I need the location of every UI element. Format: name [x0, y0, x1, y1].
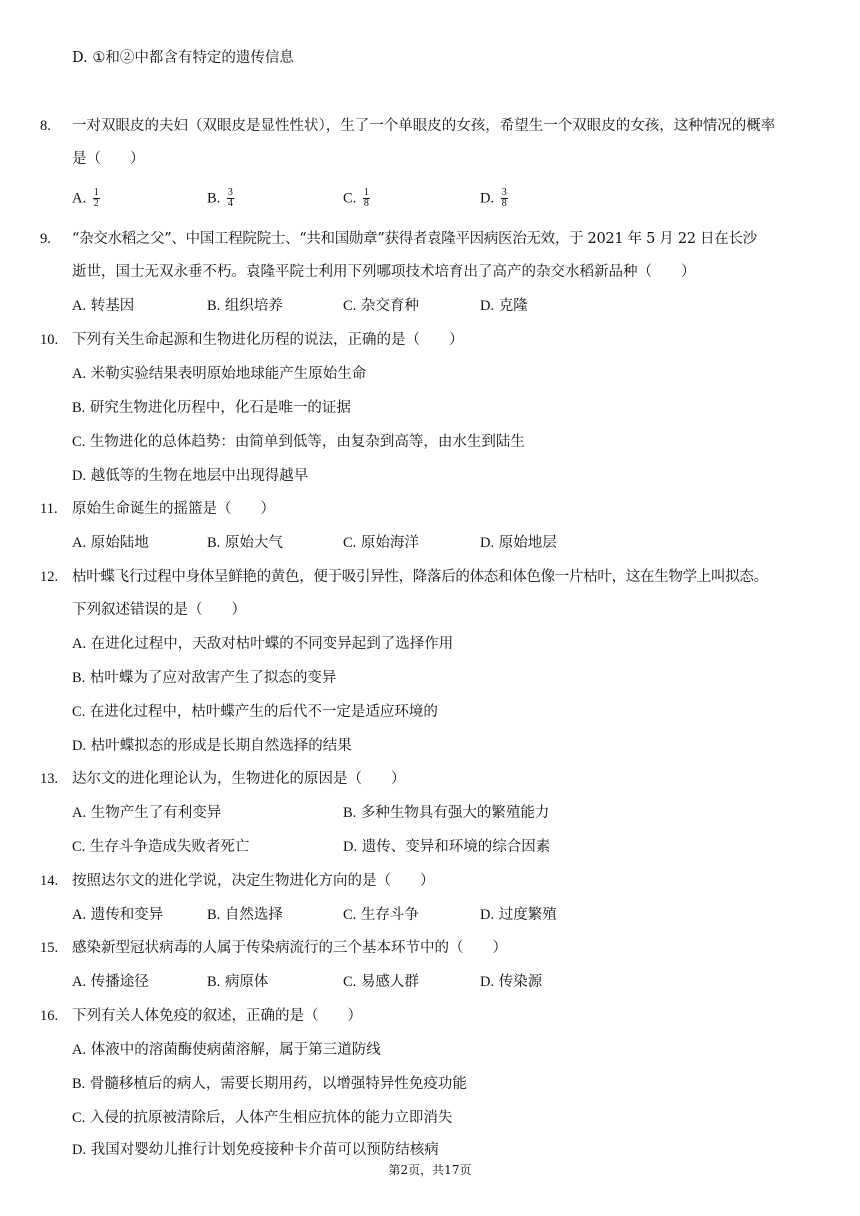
q11-option-b: B. 原始大气	[207, 535, 283, 551]
q11-option-a: A. 原始陆地	[72, 535, 149, 551]
fraction: $\frac{3}{8}$	[501, 187, 507, 209]
q8-option-d: D. $\frac{3}{8}$	[480, 187, 507, 209]
q11-stem: 原始生命诞生的摇篮是（ ）	[72, 501, 275, 517]
q8-stem-line-1: 一对双眼皮的夫妇（双眼皮是显性性状），生了一个单眼皮的女孩，希望生一个双眼皮的女孩，这种情况的概率	[72, 118, 776, 134]
q9-option-b: B. 组织培养	[207, 298, 283, 314]
q13-option-c: C. 生存斗争造成失败者死亡	[72, 839, 250, 855]
q9-option-d: D. 克隆	[480, 298, 528, 314]
q8-stem-line-2: 是（ ）	[72, 151, 145, 167]
q10-option-b: B. 研究生物进化历程中，化石是唯一的证据	[72, 400, 351, 416]
q12-option-c: C. 在进化过程中，枯叶蝶产生的后代不一定是适应环境的	[72, 704, 438, 720]
q14-number: 14.	[40, 873, 59, 889]
q14-option-a: A. 遗传和变异	[72, 907, 164, 923]
q8-option-b: B. $\frac{3}{4}$	[207, 187, 233, 209]
q15-option-c: C. 易感人群	[343, 974, 419, 990]
q9-option-a: A. 转基因	[72, 298, 135, 314]
q14-stem: 按照达尔文的进化学说，决定生物进化方向的是（ ）	[72, 873, 435, 889]
q12-option-a: A. 在进化过程中，天敌对枯叶蝶的不同变异起到了选择作用	[72, 636, 454, 652]
q10-option-a: A. 米勒实验结果表明原始地球能产生原始生命	[72, 366, 367, 382]
q16-number: 16.	[40, 1008, 59, 1024]
q9-stem-line-2: 逝世，国士无双永垂不朽。袁隆平院士利用下列哪项技术培育出了高产的杂交水稻新品种（ ）	[72, 264, 696, 280]
q11-option-c: C. 原始海洋	[343, 535, 419, 551]
q11-option-d: D. 原始地层	[480, 535, 557, 551]
q13-option-a: A. 生物产生了有利变异	[72, 805, 222, 821]
page-footer: 第2页，共17页	[388, 1163, 472, 1177]
q9-number: 9.	[40, 231, 51, 247]
q15-stem: 感染新型冠状病毒的人属于传染病流行的三个基本环节中的（ ）	[72, 940, 507, 956]
q8-option-c: C. $\frac{1}{8}$	[343, 187, 369, 209]
q14-option-b: B. 自然选择	[207, 907, 283, 923]
q11-number: 11.	[40, 501, 58, 517]
q13-stem: 达尔文的进化理论认为，生物进化的原因是（ ）	[72, 771, 406, 787]
q13-option-d: D. 遗传、变异和环境的综合因素	[343, 839, 551, 855]
q8-number: 8.	[40, 118, 51, 134]
q15-number: 15.	[40, 940, 59, 956]
fraction: $\frac{1}{8}$	[363, 187, 369, 209]
q14-option-c: C. 生存斗争	[343, 907, 419, 923]
q15-option-d: D. 传染源	[480, 974, 543, 990]
q12-stem-line-1: 枯叶蝶飞行过程中身体呈鲜艳的黄色，便于吸引异性，降落后的体态和体色像一片枯叶，这在生物学上叫拟态。	[72, 569, 768, 585]
q10-option-d: D. 越低等的生物在地层中出现得越早	[72, 468, 309, 484]
q9-option-c: C. 杂交育种	[343, 298, 419, 314]
q12-stem-line-2: 下列叙述错误的是（ ）	[72, 602, 246, 618]
q10-stem: 下列有关生命起源和生物进化历程的说法，正确的是（ ）	[72, 332, 464, 348]
q16-option-c: C. 入侵的抗原被清除后，人体产生相应抗体的能力立即消失	[72, 1110, 453, 1126]
q9-stem-line-1: “杂交水稻之父”、中国工程院院士、“共和国勋章”获得者袁隆平因病医治无效，于 2021 年 5 月 22 日在长沙	[72, 231, 757, 247]
q16-option-d: D. 我国对婴幼儿推行计划免疫接种卡介苗可以预防结核病	[72, 1142, 439, 1158]
q14-option-d: D. 过度繁殖	[480, 907, 557, 923]
q12-option-d: D. 枯叶蝶拟态的形成是长期自然选择的结果	[72, 738, 352, 754]
q13-option-b: B. 多种生物具有强大的繁殖能力	[343, 805, 550, 821]
q12-option-b: B. 枯叶蝶为了应对敌害产生了拟态的变异	[72, 670, 337, 686]
fraction: $\frac{1}{2}$	[93, 187, 99, 209]
q13-number: 13.	[40, 771, 59, 787]
q7-option-d: D. ①和②中都含有特定的遗传信息	[72, 50, 294, 66]
q10-number: 10.	[40, 332, 59, 348]
q10-option-c: C. 生物进化的总体趋势：由简单到低等，由复杂到高等，由水生到陆生	[72, 434, 525, 450]
q8-option-a: A. $\frac{1}{2}$	[72, 187, 99, 209]
q16-option-a: A. 体液中的溶菌酶使病菌溶解，属于第三道防线	[72, 1042, 381, 1058]
fraction: $\frac{3}{4}$	[227, 187, 233, 209]
q16-stem: 下列有关人体免疫的叙述，正确的是（ ）	[72, 1008, 362, 1024]
q16-option-b: B. 骨髓移植后的病人，需要长期用药，以增强特异性免疫功能	[72, 1076, 467, 1092]
q15-option-a: A. 传播途径	[72, 974, 149, 990]
q12-number: 12.	[40, 569, 59, 585]
q15-option-b: B. 病原体	[207, 974, 269, 990]
